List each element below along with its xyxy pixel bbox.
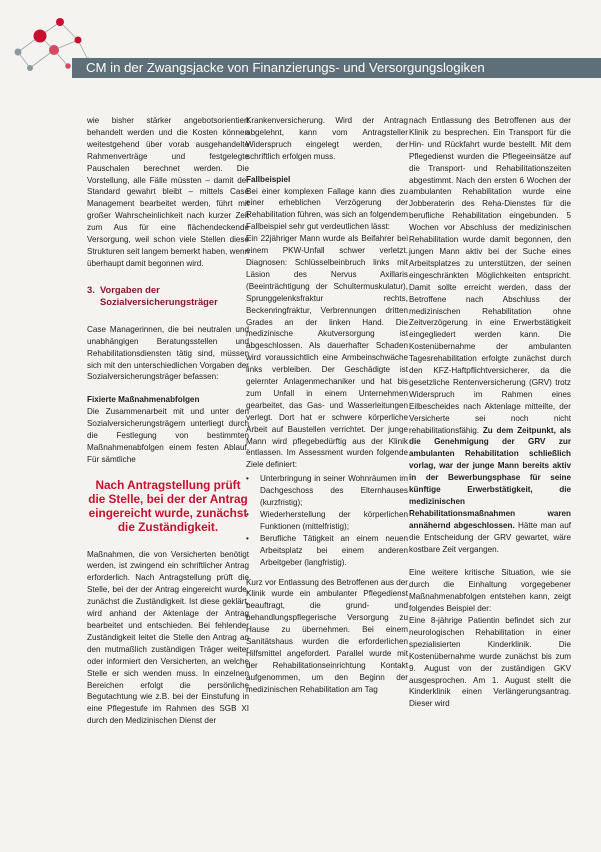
- sub-heading: Fixierte Maßnahmenabfolgen: [87, 395, 200, 405]
- column-2: [246, 115, 408, 696]
- section-heading: [87, 284, 249, 308]
- section-title: Vorgaben der Sozialversicherungsträger: [100, 283, 218, 307]
- case-intro: Bei einer komplexen Fallage kann dies zu einer erheblichen Verzögerung der Rehabilitation führen, was sich an folgendem Fallbeispiel sehr gut verdeutlichen lässt:: [246, 186, 408, 232]
- col3-part1: [409, 115, 571, 556]
- section-text: Case Managerinnen, die bei neutralen und unabhängigen Beratungsstellen und Rehabilitationsdiensten tätig sind, müssen sich mit den unterschiedlichen Vorgaben der Sozialversicherungsträger befassen:: [87, 324, 249, 382]
- col3-part2-text: Hätte man auf die Entscheidung der GRV gewartet, wäre kostbare Zeit vergangen.: [409, 520, 571, 554]
- section-number: 3.: [87, 283, 95, 295]
- col3-part1-text: nach Entlassung des Betroffenen aus der Klinik zu besprechen. Ein Transport für die Hin- und Rückfahrt wurde bestellt. Mit dem Pflegedienst wurden die Pflegeeinsätze auf die Transport- und Rehabilitationszeiten abgestimmt. Nach den ersten 6 Wochen der ambulanten Rehabilitation wurde eine Jobberaterin des Reha-Dienstes für die berufliche Rehabilitation eingebunden. 5 Wochen vor Abschluss der medizinischen Rehabilitation wurde damit begonnen, den jungen Mann aktiv bei der Suche eines Arbeitsplatzes zu unterstützen, der seinen eingeschränkten Möglichkeiten entspricht. Damit sollte erreicht werden, dass der Betroffene nach Abschluss der medizinischen Rehabilitation ohne Zeitverzögerung in eine Erwerbstätigkeit eingegliedert werden kann. Die Kostenübernahme der ambulanten Tagesrehabilitation erfolgte zunächst durch den KFZ-Haftpflichtversicherer, da die gesetzliche Rentenversicherung (GRV) trotz Widerspruch im Rahmen eines Eilbescheides nach Aktenlage mitteilte, der Versicherte sei noch nicht rehabilitationsfähig.: [409, 116, 571, 435]
- col3-part4: Eine 8-jährige Patientin befindet sich zur neurologischen Rehabilitation in einer spezialisierten Kinderklinik. Die Kostenübernahme wurde zunächst bis zum 9. August von der zuständigen GKV ausgesprochen. Am 1. August stellt die Kinderklinik einen Verlängerungsantrag. Dieser wird: [409, 616, 571, 709]
- sub-text: Die Zusammenarbeit mit und unter den Sozialversicherungsträgern unterliegt durch die Festlegung von bestimmten Maßnahmenabfolgen einem festen Ablauf. Für sämtliche: [87, 407, 249, 464]
- goals-list: [246, 473, 408, 568]
- list-item: • Berufliche Tätigkeit an einem neuen Arbeitsplatz bei einem anderen Arbeitgeber (langfristig).: [246, 533, 408, 569]
- pull-quote: Nach Antragstellung prüft die Stelle, bei der der Antrag eingereicht wurde, zunächst die Zuständigkeit.: [88, 477, 248, 535]
- column-1: [87, 115, 249, 727]
- col3-bold-text: Zu dem Zeitpunkt, als die Genehmigung der GRV zur ambulanten Rehabilitation schließlich vorlag, war der junge Mann bereits aktiv in der Bewerbungsphase für seine künftige Erwerbstätigkeit, die medizinischen Rehabilitationsmaßnahmen waren annähernd abgeschlossen.: [409, 425, 571, 530]
- col2-intro: Krankenversicherung. Wird der Antrag abgelehnt, kann vom Antragsteller Widerspruch eingelegt werden, der schriftlich erfolgen muss.: [246, 116, 408, 161]
- header-banner: CM in der Zwangsjacke von Finanzierungs- und Versorgungslogiken: [72, 58, 601, 78]
- case-heading: Fallbeispiel: [246, 174, 291, 184]
- list-item: • Unterbringung in seiner Wohnräumen im Dachgeschoss des Elternhauses (kurzfristig);: [246, 473, 408, 509]
- case-text: Ein 22jähriger Mann wurde als Beifahrer bei einem PKW-Unfall schwer verletzt. Diagnosen: Schlüsselbeinbruch links mit Läsion des Nervus Axillaris (Beeinträchtigung der Schultermuskulatur), Sprunggelenksfraktur rechts, Beckenringfraktur, Verbrennungen dritten Grades an der linken Hand. Die medizinische Akutversorgung ist abgeschlossen. Als dauerhafter Schaden wird voraussichtlich eine Armbeinschwäche links verbleiben. Der Geschädigte ist gelernter Anlagenmechaniker und hat bis zum Unfall in einem Unternehmen gearbeitet, das Gas- und Wasserleitungen verlegt. Dort hat er schwere körperliche Arbeit auf Baustellen verrichtet. Der junge Mann wird pflegebedürftig aus der Klinik entlassen. Im Assessment wurden folgende Ziele definiert:: [246, 234, 408, 470]
- col1-intro: wie bisher stärker angebotsorientiert behandelt werden und die Kosten können weitestgehend über vorab ausgehandelte Rahmenverträge und festgelegte Pauschalen berechnet werden. Die Vorstellung, alle Fälle müssten – damit der Standard gewahrt bleibt – mittels Case Management bearbeitet werden, führt mit großer Wahrscheinlichkeit nach kurzer Zeit zum Aus für eine flächendeckende Versorgung, weil schon viele Stellen diese Strukturen seit langem bemerkt haben, wenn überhaupt damit begonnen wird.: [87, 116, 249, 268]
- list-item: • Wiederherstellung der körperlichen Funktionen (mittelfristig);: [246, 509, 408, 533]
- column-3: [409, 115, 571, 710]
- after-quote-text: Maßnahmen, die von Versicherten benötigt werden, ist zwingend ein schriftlicher Antrag erforderlich. Nach Antragstellung prüft die Stelle, bei der der Antrag eingereicht wurde, zunächst die Zuständigkeit. Ist diese geklärt, wird anhand der Aktenlage der Antrag bearbeitet und entschieden. Bei fehlender Zuständigkeit leitet die Stelle den Antrag an den mutmaßlich zuständigen Träger weiter oder informiert den Versicherten, an welche Stelle er sich wenden muss. In einzelnen Bereichen erfolgt die persönliche Begutachtung wie z.B. bei der Einstufung in eine Pflegestufe im Rahmen des SGB XI durch den Medizinischen Dienst der: [87, 549, 249, 726]
- after-goals-text: Kurz vor Entlassung des Betroffenen aus der Klinik wurde ein ambulanter Pflegedienst beauftragt, die grund- und behandlungspflegerische Versorgung zu Hause zu übernehmen. Bei einem Sanitätshaus wurden die erforderlichen Hilfsmittel angefordert. Parallel wurde mit der Rehabilitationseinrichtung Kontakt aufgenommen, um den Beginn der medizinischen Rehabilitation am Tag: [246, 577, 408, 694]
- col3-part3: Eine weitere kritische Situation, wie sie durch die Einhaltung vorgegebener Maßnahmenabfolgen entstehen kann, zeigt folgendes Beispiel der:: [409, 568, 571, 614]
